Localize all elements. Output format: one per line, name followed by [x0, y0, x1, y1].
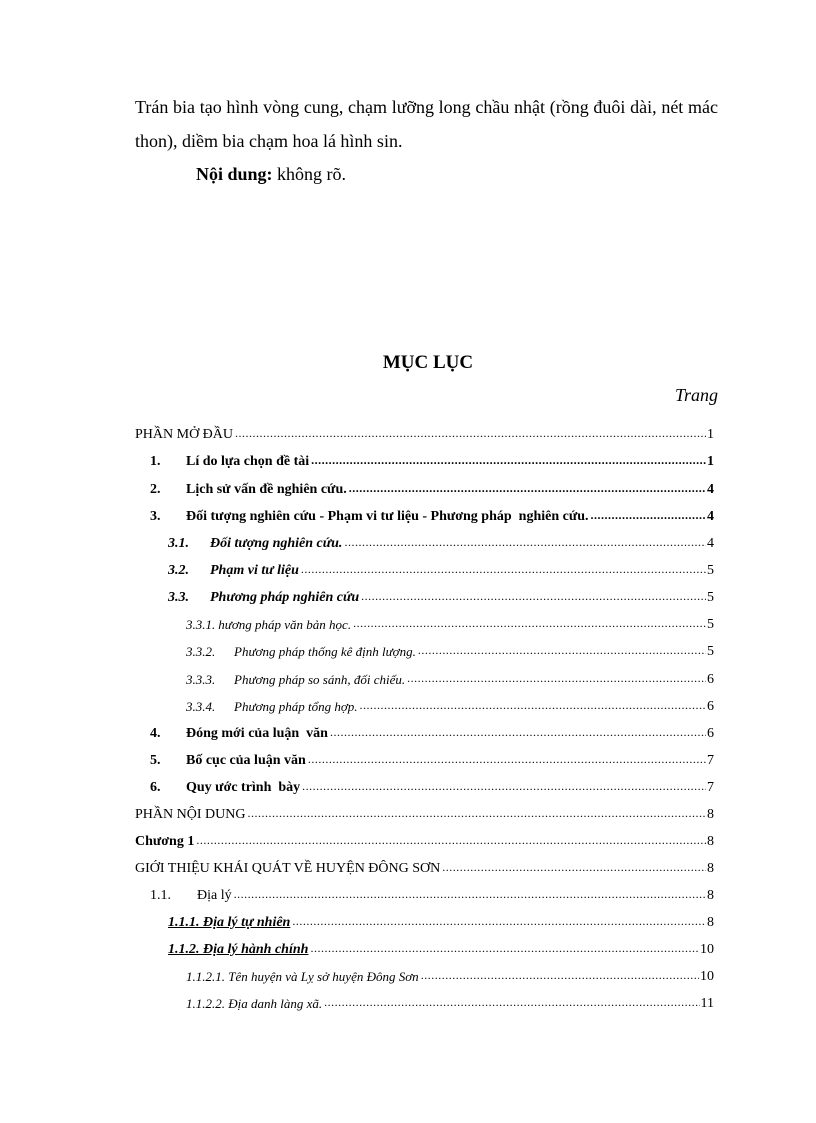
toc-entry-page: 7 [707, 753, 714, 768]
toc-entry[interactable] [168, 579, 714, 606]
toc-entry-label: Chương 1 [135, 834, 195, 849]
toc-entry-number: 3.3.1. [186, 617, 216, 632]
content-value: không rõ. [272, 164, 347, 184]
toc-leader [310, 941, 699, 958]
toc-entry-page: 8 [707, 888, 714, 903]
toc-entry-label: 1.1.2. Địa lý hành chính [168, 942, 309, 957]
toc-entry-page: 1 [707, 454, 714, 469]
toc-entry-page: 5 [707, 590, 714, 605]
toc-entry-number: 4. [150, 726, 161, 741]
toc-entry[interactable] [135, 416, 714, 443]
toc-leader [292, 914, 706, 931]
toc-leader [308, 752, 706, 769]
content-line [196, 157, 779, 191]
toc-leader [234, 887, 706, 904]
toc-entry-page: 7 [707, 780, 714, 795]
toc-entry-label: PHẦN MỞ ĐẦU [135, 427, 234, 442]
toc-entry-page: 5 [707, 563, 714, 578]
toc-entry[interactable] [186, 985, 714, 1012]
toc-entry-page: 4 [707, 482, 714, 497]
toc-entry-label: PHẦN NỘI DUNG [135, 807, 246, 822]
toc-entry-number: 1.1. [150, 888, 171, 903]
toc-entry-number: 2. [150, 482, 161, 497]
toc-entry-label: hương pháp văn bản học. [218, 617, 352, 632]
toc-entry-label: Địa lý [197, 888, 232, 903]
toc-entry[interactable] [135, 796, 714, 823]
toc-entry[interactable] [168, 525, 714, 552]
toc-entry-label: Phạm vi tư liệu [210, 563, 299, 578]
toc-entry-page: 8 [707, 807, 714, 822]
toc-entry-page: 8 [707, 861, 714, 876]
toc-entry-page: 6 [707, 699, 714, 714]
toc-leader [353, 616, 706, 633]
toc-entry[interactable] [150, 877, 714, 904]
toc-entry[interactable] [186, 661, 714, 688]
toc-entry-label: Đối tượng nghiên cứu. [210, 536, 343, 551]
toc-entry-label: Đối tượng nghiên cứu - Phạm vi tư liệu - Phương pháp nghiên cứu. [186, 509, 589, 524]
toc-entry-number: 3.3. [168, 590, 189, 605]
toc-entry[interactable] [168, 552, 714, 579]
page-column-label: Trang [674, 385, 718, 405]
toc-entry-number: 3.1. [168, 536, 189, 551]
toc-entry[interactable] [135, 823, 714, 850]
toc-entry[interactable] [150, 742, 714, 769]
toc-entry[interactable] [186, 606, 714, 633]
toc-entry-label: Lí do lựa chọn đề tài [186, 454, 310, 469]
toc-title: MỤC LỤC [382, 352, 474, 373]
toc-entry[interactable] [186, 958, 714, 985]
toc-leader [360, 698, 706, 715]
toc-entry-number: 1. [150, 454, 161, 469]
toc-entry-number: 3. [150, 509, 161, 524]
toc-entry[interactable] [150, 498, 714, 525]
toc-entry-page: 8 [707, 834, 714, 849]
toc-entry[interactable] [186, 633, 714, 660]
toc-entry[interactable] [150, 769, 714, 796]
toc-entry-label: Phương pháp so sánh, đối chiếu. [234, 672, 406, 687]
toc-entry-number: 3.2. [168, 563, 189, 578]
toc-entry-label: GIỚI THIỆU KHÁI QUÁT VỀ HUYỆN ĐÔNG SƠN [135, 861, 441, 876]
toc-leader [301, 562, 706, 579]
toc-entry-label: Phương pháp thống kê định lượng. [234, 644, 416, 659]
toc-leader [349, 481, 706, 498]
toc-entry-label: 1.1.1. Địa lý tự nhiên [168, 915, 291, 930]
body-paragraph: Trán bia tạo hình vòng cung, chạm lưỡng long chầu nhật (rồng đuôi dài, nét mác thon), diềm bia chạm hoa lá hình sin. [135, 97, 718, 151]
toc-leader [235, 426, 706, 443]
toc-entry-page: 4 [707, 509, 714, 524]
toc-leader [330, 725, 706, 742]
toc-leader [442, 860, 706, 877]
toc-leader [196, 833, 706, 850]
toc-entry-label: Phương pháp tổng hợp. [234, 699, 358, 714]
toc-leader [418, 643, 706, 660]
toc-entry-label: Phương pháp nghiên cứu [210, 590, 360, 605]
toc-entry[interactable] [135, 850, 714, 877]
toc-entry[interactable] [150, 443, 714, 470]
toc-entry-label: Đóng mới của luận văn [186, 726, 328, 741]
toc-leader [591, 508, 706, 525]
toc-entry-page: 11 [700, 996, 714, 1011]
toc-entry-number: 3.3.3. [186, 672, 216, 687]
toc-entry[interactable] [186, 688, 714, 715]
toc-entry-page: 8 [707, 915, 714, 930]
toc-entry[interactable] [168, 931, 714, 958]
toc-entry-page: 4 [707, 536, 714, 551]
toc-entry-label: Bố cục của luận văn [186, 753, 306, 768]
toc-leader [247, 806, 706, 823]
toc-leader [324, 995, 699, 1012]
toc-leader [421, 968, 699, 985]
toc-leader [361, 589, 706, 606]
toc-entry-label: Lịch sử vấn đề nghiên cứu. [186, 482, 347, 497]
toc-entry-number: 3.3.2. [186, 644, 216, 659]
toc-entry-page: 5 [707, 644, 714, 659]
toc-entry[interactable] [168, 904, 714, 931]
toc-entry[interactable] [150, 471, 714, 498]
toc-leader [302, 779, 706, 796]
toc-entry-page: 6 [707, 726, 714, 741]
toc-entry-number: 3.3.4. [186, 699, 216, 714]
toc-entry-page: 6 [707, 672, 714, 687]
toc-leader [311, 453, 706, 470]
toc-entry[interactable] [150, 715, 714, 742]
toc-entry-label: Quy ước trình bày [186, 780, 301, 795]
toc-entry-page: 1 [707, 427, 714, 442]
toc-leader [407, 671, 706, 688]
toc-entry-label: 1.1.2.1. Tên huyện và Lỵ sở huyện Đông Sơn [186, 969, 419, 984]
toc-entry-page: 10 [700, 942, 714, 957]
toc-entry-page: 10 [700, 969, 714, 984]
toc-entry-number: 5. [150, 753, 161, 768]
content-label: Nội dung: [196, 164, 273, 184]
toc-entry-label: 1.1.2.2. Địa danh làng xã. [186, 996, 323, 1011]
toc-entry-page: 5 [707, 617, 714, 632]
toc-leader [344, 535, 706, 552]
toc-entry-number: 6. [150, 780, 161, 795]
